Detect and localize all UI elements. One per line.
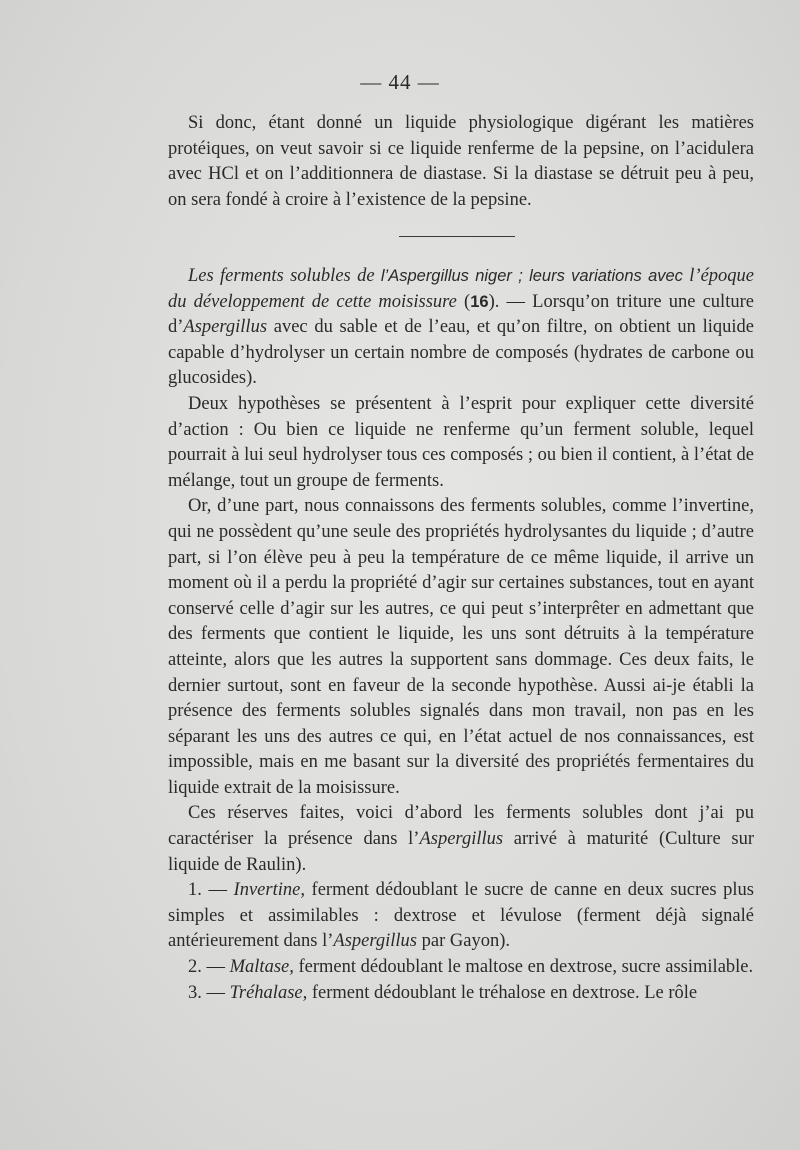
intro-text-end: avec du sable et de l’eau, et qu’on filtre, on obtient un liquide capable d’hydrolyser un certain nombre de composés (hydrates de carbone ou glucosides). bbox=[168, 317, 754, 389]
page-number: — 44 — bbox=[360, 70, 440, 94]
reserves-italic-aspergillus: Aspergillus bbox=[419, 829, 504, 850]
ferment-name: Tréhalase, bbox=[229, 982, 308, 1003]
intro-text-start: Lorsqu’on triture une culture d’ bbox=[168, 291, 754, 338]
item-italic-aspergillus: Aspergillus bbox=[333, 931, 417, 952]
section-body bbox=[168, 264, 754, 1006]
ferment-name: Invertine, bbox=[233, 880, 305, 901]
list-item-trehalase bbox=[168, 981, 754, 1007]
ferment-name: Maltase, bbox=[229, 957, 294, 978]
list-item-maltase bbox=[168, 955, 754, 981]
item-description-end: par Gayon). bbox=[417, 931, 510, 952]
section-divider bbox=[399, 236, 515, 237]
item-number: 2. — bbox=[188, 957, 230, 978]
item-number: 3. — bbox=[188, 982, 230, 1003]
paragraph-hypotheses: Deux hypothèses se présentent à l’esprit pour expliquer cette diversité d’action : Ou bien ce liquide ne renferme qu’un ferment soluble, lequel pourrait à lui seul hydrolyser tous ces composés ; ou bien il contient, à l’état de mélange, tout un groupe de ferments. bbox=[168, 393, 754, 491]
intro-italic-aspergillus: Aspergillus bbox=[183, 317, 268, 338]
item-description-start: ferment dédoublant le sucre de canne en deux sucres plus simples et assimilables : dextrose et lévulose (ferment déjà signalé antérieurement dans l’ bbox=[168, 880, 754, 952]
reference-number: 16 bbox=[470, 292, 489, 311]
paragraph-reserves bbox=[168, 801, 754, 878]
reserves-text-end: arrivé à maturité (Culture sur liquide de Raulin). bbox=[168, 829, 755, 875]
paragraph-argument: Or, d’une part, nous connaissons des ferments solubles, comme l’invertine, qui ne possèdent qu’une seule des propriétés hydrolysantes du liquide ; d’autre part, si l’on élève peu à peu la température de ce même liquide, il arrive un moment où il a perdu la propriété d’agir sur certaines substances, tout en ayant conservé celle d’agir sur les autres, ce qui peut s’interprêter en admettant que des ferments que contient le liquide, les uns sont détruits à la température atteinte, alors que les autres la supportent sans dommage. Ces deux faits, le dernier surtout, sont en faveur de la seconde hypothèse. Aussi ai-je établi la présence des ferments solubles signalés dans mon travail, non pas en les séparant les uns des autres ce qui, en l’état actuel de nos connaissances, est impossible, mais en me basant sur la diversité des propriétés fermentaires du liquide extrait de la moisissure. bbox=[168, 496, 754, 798]
list-item-invertine bbox=[168, 878, 754, 955]
item-number: 1. — bbox=[188, 880, 234, 901]
section-heading-part3: l’époque du développement de cette moisissure bbox=[168, 266, 754, 312]
item-description: ferment dédoublant le maltose en dextrose, sucre assimilable. bbox=[293, 957, 754, 978]
closing-paragraph-block bbox=[168, 111, 754, 213]
reference-close: ). — bbox=[488, 291, 533, 312]
reserves-text-start: Ces réserves faites, voici d’abord les ferments solubles dont j’ai pu caractériser la présence dans l’ bbox=[168, 803, 754, 850]
item-description: ferment dédoublant le tréhalose en dextrose. Le rôle bbox=[307, 982, 698, 1003]
section-heading-part1: Les ferments solubles de bbox=[188, 266, 381, 286]
section-heading-part2: l’Aspergillus niger ; leurs variations avec bbox=[380, 267, 683, 285]
section-heading-paragraph bbox=[168, 264, 754, 392]
closing-paragraph: Si donc, étant donné un liquide physiologique digérant les matières protéiques, on veut savoir si ce liquide renferme de la pepsine, on l’acidulera avec HCl et on l’additionnera de diastase. Si la diastase se détruit peu à peu, on sera fondé à croire à l’existence de la pepsine. bbox=[168, 113, 754, 210]
reference-open: ( bbox=[456, 291, 471, 312]
